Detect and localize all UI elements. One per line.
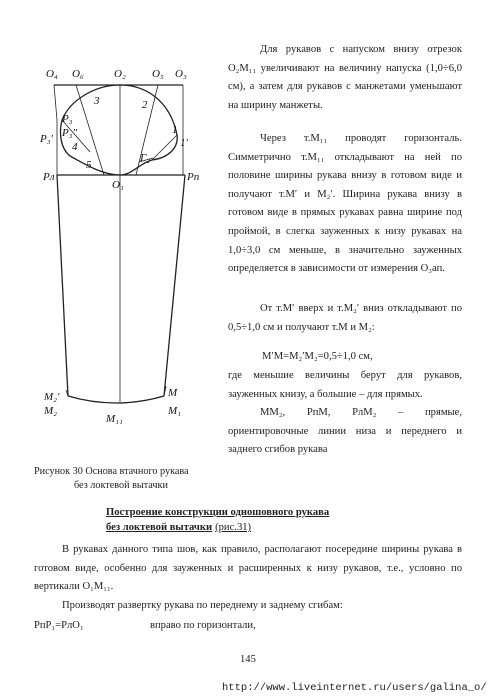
sleeve-pattern-figure xyxy=(40,60,210,430)
label-pp: Рп xyxy=(187,171,200,183)
section-heading xyxy=(106,505,426,535)
section-paragraph-2: Производят развертку рукава по переднему и заднему сгибам: xyxy=(62,600,343,611)
section-heading-line-2-row xyxy=(106,520,426,535)
label-m: М xyxy=(168,387,178,399)
section-heading-line-2: без локтевой вытачки xyxy=(106,522,213,533)
label-p3p: Р₃′ xyxy=(40,133,53,145)
text-paragraph-4: где меньшие величины берут для рукавов, зауженных книзу, а большие – для прямых. xyxy=(228,370,462,400)
footer-url[interactable]: http://www.liveinternet.ru/users/galina_o/ xyxy=(222,682,487,694)
section-heading-ref: (рис.31) xyxy=(215,522,252,533)
label-o3: О₃ xyxy=(175,68,187,80)
label-o1: О₁ xyxy=(112,179,124,191)
text-paragraph-5: ММ₂, РпМ, РлМ₂ – прямые, ориентировочные линии низа и переднего и заднего сгибов рукава xyxy=(228,407,462,456)
figure-caption xyxy=(34,465,234,493)
label-p3: Р₃ xyxy=(62,113,73,125)
label-1: 1 xyxy=(172,124,178,136)
formula-mm: М′М=М₂′М₂=0,5÷1,0 см, xyxy=(262,351,373,362)
label-m1: М₁ xyxy=(168,405,181,417)
text-paragraph-2: Через т.М₁₁ проводят горизонталь. Симметрично т.М₁₁ откладывают на ней по половине ширины рукава внизу в готовом виде и получают т.М′ и М₂′. Ширина рукава внизу в готовом виде в прямых рукавах равна ширине под проймой, в слегка зауженных к низу рукавах на 1,0÷3,0 см меньше, в значительно зауженных определяется в зависимости от измерения О₃ап. xyxy=(228,133,462,275)
label-2: 2 xyxy=(142,99,148,111)
section-formula-left: РпР₁=РлО₁ xyxy=(34,620,84,631)
figure-caption-line-1: Рисунок 30 Основа втачного рукава xyxy=(34,466,189,477)
section-heading-line-1: Построение конструкции одношовного рукава xyxy=(106,507,330,518)
label-3: 3 xyxy=(94,95,100,107)
section-paragraph-1: В рукавах данного типа шов, как правило, располагают посередине ширины рукава в готовом виде, особенно для зауженных и расширенных к низу рукавов, т.е., условно по вертикали О₁М₁₁. xyxy=(34,544,462,593)
label-4: 4 xyxy=(72,141,78,153)
label-m2p: М₂′ xyxy=(44,391,60,403)
label-5: 5 xyxy=(86,159,92,171)
label-m2: М₂ xyxy=(44,405,57,417)
label-o5: О₅ xyxy=(152,68,164,80)
label-p3pp: Р₃″ xyxy=(62,127,78,139)
label-g2: Г₂ xyxy=(140,152,151,164)
text-paragraph-1: Для рукавов с напуском внизу отрезок О₂М₁₁ увеличивают на величину напуска (1,0÷6,0 см), а затем для рукавов с манжетами уменьшают на ширину манжеты. xyxy=(228,44,462,111)
label-1p: 1′ xyxy=(180,137,188,149)
label-m11: М₁₁ xyxy=(106,413,123,425)
label-o2: О₂ xyxy=(114,68,126,80)
page-number: 145 xyxy=(240,654,256,665)
label-o4: О₄ xyxy=(46,68,58,80)
label-pl: Рл xyxy=(43,171,55,183)
figure-caption-line-2: без локтевой вытачки xyxy=(74,480,168,491)
text-paragraph-3: От т.М′ вверх и т.М₂′ вниз откладывают по 0,5÷1,0 см и получают т.М и М₂: xyxy=(228,303,462,333)
section-formula-right: вправо по горизонтали, xyxy=(150,620,256,631)
label-o6: О₆ xyxy=(72,68,84,80)
